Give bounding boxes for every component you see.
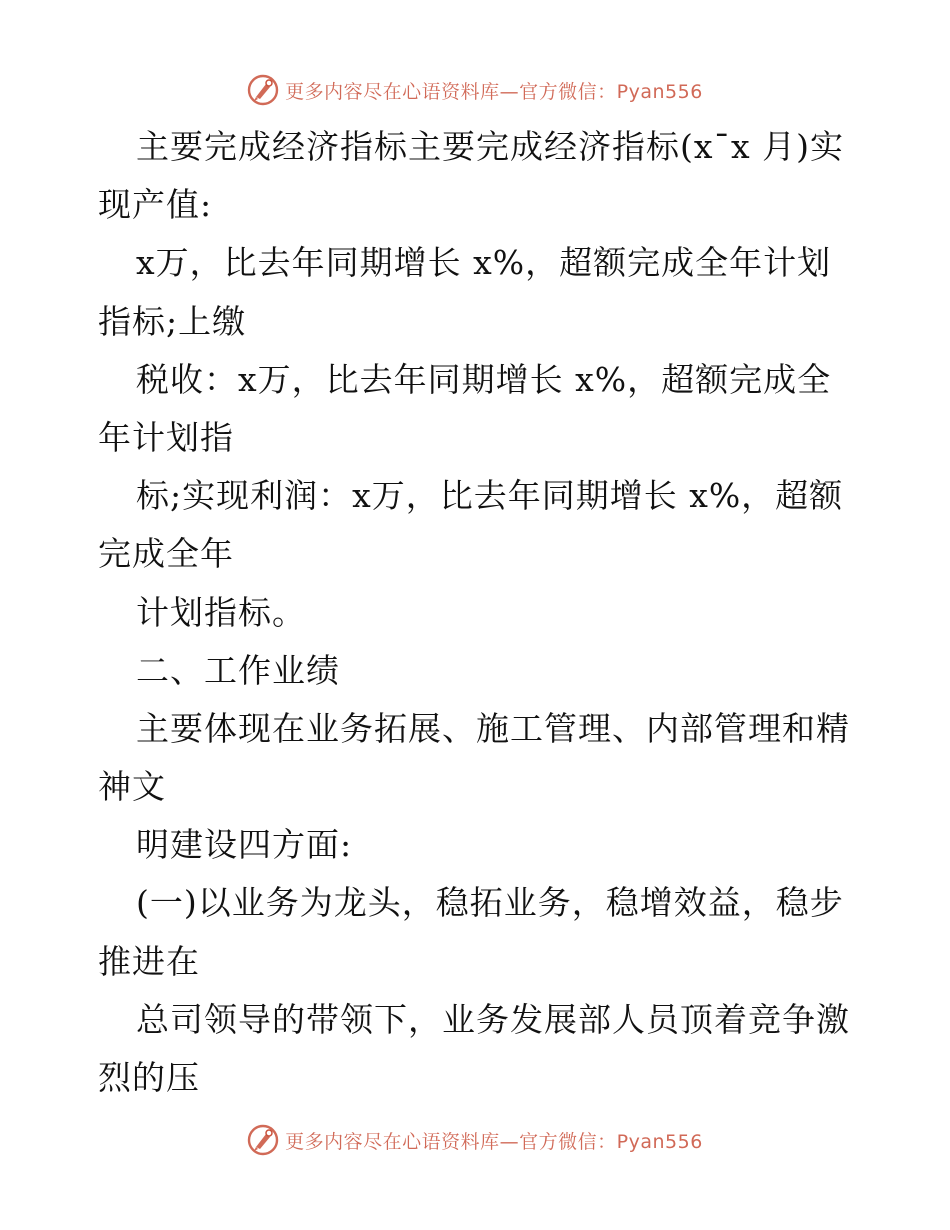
text-line: 推进在 — [98, 941, 200, 981]
text-line: x万，比去年同期增长 x%，超额完成全年计划 — [136, 243, 832, 283]
pen-nib-logo-icon — [247, 1124, 279, 1156]
text-line: 总司领导的带领下，业务发展部人员顶着竞争激 — [136, 999, 850, 1039]
text-line: 标;实现利润：x万，比去年同期增长 x%，超额 — [136, 476, 844, 516]
text-line: 神文 — [98, 767, 166, 807]
header-watermark — [0, 70, 950, 110]
text-line: 主要体现在业务拓展、施工管理、内部管理和精 — [136, 708, 850, 748]
text-line: 指标;上缴 — [98, 301, 247, 341]
text-line: 烈的压 — [98, 1058, 200, 1097]
watermark-text: 更多内容尽在心语资料库—官方微信：Pyan556 — [285, 1130, 703, 1153]
document-body — [98, 118, 858, 1107]
pen-nib-logo-icon — [247, 74, 279, 106]
text-line: 计划指标。 — [136, 592, 306, 632]
text-line: 年计划指 — [98, 417, 234, 457]
footer-watermark — [0, 1120, 950, 1160]
text-line: 主要完成经济指标主要完成经济指标(x¯x 月)实 — [136, 127, 844, 166]
text-line: 现产值: — [98, 185, 213, 225]
text-line: 完成全年 — [98, 534, 234, 574]
text-line: 明建设四方面: — [136, 825, 353, 865]
text-line: 二、工作业绩 — [136, 650, 340, 690]
text-line: 税收：x万，比去年同期增长 x%，超额完成全 — [136, 359, 832, 399]
text-line: (一)以业务为龙头，稳拓业务，稳增效益，稳步 — [136, 883, 844, 923]
watermark-text: 更多内容尽在心语资料库—官方微信：Pyan556 — [285, 80, 703, 103]
